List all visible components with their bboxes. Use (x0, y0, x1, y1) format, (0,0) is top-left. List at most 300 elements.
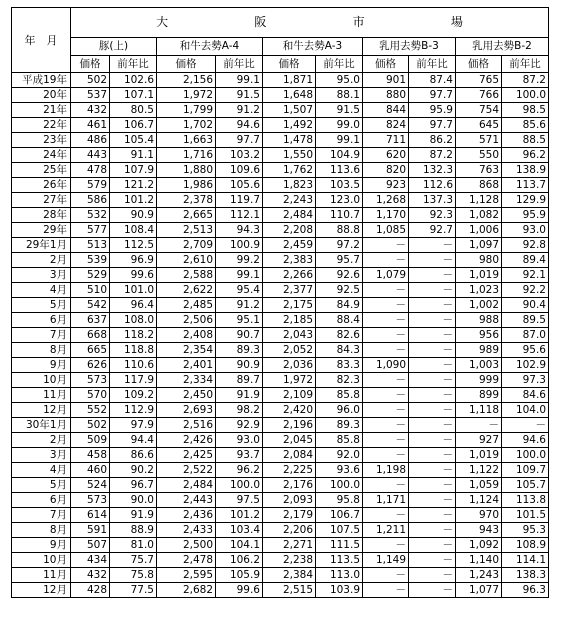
yoy-cell: 107.9 (110, 163, 157, 178)
period-label: 11月 (12, 568, 71, 583)
price-cell: 1,550 (263, 148, 316, 163)
period-label: 8月 (12, 523, 71, 538)
yoy-cell: 97.5 (216, 493, 263, 508)
yoy-cell: 107.5 (316, 523, 363, 538)
yoy-cell: 84.3 (316, 343, 363, 358)
period-label: 8月 (12, 343, 71, 358)
yoy-cell: 92.1 (502, 268, 549, 283)
yoy-cell: 96.4 (110, 298, 157, 313)
yoy-cell: － (409, 538, 456, 553)
table-row (12, 178, 549, 193)
year-month-header: 年 月 (12, 8, 71, 73)
price-cell: － (363, 313, 409, 328)
price-cell: 2,610 (157, 253, 216, 268)
price-cell: 923 (363, 178, 409, 193)
yoy-cell: 86.6 (110, 448, 157, 463)
yoy-cell: 99.6 (216, 583, 263, 598)
table-row (12, 133, 549, 148)
price-cell: 2,156 (157, 73, 216, 88)
yoy-cell: 96.2 (502, 148, 549, 163)
yoy-cell: 92.6 (316, 268, 363, 283)
yoy-cell: 92.0 (316, 448, 363, 463)
price-cell: 943 (456, 523, 502, 538)
price-cell: － (363, 583, 409, 598)
price-cell: 1,871 (263, 73, 316, 88)
yoy-cell: 138.9 (502, 163, 549, 178)
price-cell: 2,709 (157, 238, 216, 253)
table-row (12, 568, 549, 583)
price-cell: － (363, 328, 409, 343)
yoy-cell: 94.3 (216, 223, 263, 238)
yoy-cell: 87.0 (502, 328, 549, 343)
yoy-cell: 90.2 (110, 463, 157, 478)
period-label: 26年 (12, 178, 71, 193)
price-header: 価格 (456, 56, 502, 73)
price-cell: － (363, 283, 409, 298)
yoy-cell: 113.5 (316, 553, 363, 568)
yoy-cell: 81.0 (110, 538, 157, 553)
price-cell: － (363, 418, 409, 433)
price-cell: 524 (71, 478, 110, 493)
table-row (12, 223, 549, 238)
price-table (11, 7, 549, 598)
table-row (12, 493, 549, 508)
price-cell: 2,179 (263, 508, 316, 523)
yoy-cell: 105.7 (502, 478, 549, 493)
price-cell: 2,450 (157, 388, 216, 403)
yoy-header: 前年比 (216, 56, 263, 73)
yoy-cell: － (409, 523, 456, 538)
price-cell: 626 (71, 358, 110, 373)
price-cell: 2,426 (157, 433, 216, 448)
period-label: 27年 (12, 193, 71, 208)
table-row (12, 448, 549, 463)
yoy-cell: 93.0 (216, 433, 263, 448)
yoy-cell: 99.1 (216, 268, 263, 283)
price-cell: － (363, 373, 409, 388)
yoy-cell: 121.2 (110, 178, 157, 193)
yoy-cell: 88.9 (110, 523, 157, 538)
price-cell: 2,384 (263, 568, 316, 583)
table-row (12, 358, 549, 373)
yoy-cell: 101.0 (110, 283, 157, 298)
price-cell: 927 (456, 433, 502, 448)
yoy-cell: 91.5 (316, 103, 363, 118)
price-cell: 591 (71, 523, 110, 538)
price-cell: 763 (456, 163, 502, 178)
price-cell: 2,238 (263, 553, 316, 568)
price-cell: 550 (456, 148, 502, 163)
price-cell: 1,268 (363, 193, 409, 208)
market-title-char: 阪 (254, 15, 267, 29)
period-label: 23年 (12, 133, 71, 148)
price-cell: 645 (456, 118, 502, 133)
price-cell: 573 (71, 493, 110, 508)
price-cell: 880 (363, 88, 409, 103)
price-cell: 2,383 (263, 253, 316, 268)
price-cell: 2,266 (263, 268, 316, 283)
yoy-cell: 82.3 (316, 373, 363, 388)
price-cell: 570 (71, 388, 110, 403)
yoy-cell: 101.2 (110, 193, 157, 208)
market-title-char: 場 (450, 15, 463, 29)
yoy-cell: － (409, 298, 456, 313)
price-cell: 1,492 (263, 118, 316, 133)
table-row (12, 118, 549, 133)
yoy-cell: 105.4 (110, 133, 157, 148)
price-cell: 2,045 (263, 433, 316, 448)
yoy-cell: － (409, 493, 456, 508)
price-cell: 1,762 (263, 163, 316, 178)
price-cell: 509 (71, 433, 110, 448)
price-cell: 1,002 (456, 298, 502, 313)
price-cell: 999 (456, 373, 502, 388)
price-cell: 1,019 (456, 448, 502, 463)
yoy-cell: 99.1 (316, 133, 363, 148)
price-cell: 1,092 (456, 538, 502, 553)
period-label: 10月 (12, 373, 71, 388)
yoy-cell: 90.4 (502, 298, 549, 313)
yoy-cell: － (409, 448, 456, 463)
yoy-cell: 97.7 (409, 88, 456, 103)
price-cell: 2,516 (157, 418, 216, 433)
yoy-cell: 113.6 (316, 163, 363, 178)
price-cell: 2,093 (263, 493, 316, 508)
table-row (12, 508, 549, 523)
price-cell: 1,006 (456, 223, 502, 238)
price-cell: － (363, 238, 409, 253)
table-row (12, 553, 549, 568)
price-cell: 1,211 (363, 523, 409, 538)
price-cell: 1,090 (363, 358, 409, 373)
yoy-cell: － (409, 358, 456, 373)
period-label: 29年1月 (12, 238, 71, 253)
yoy-cell: 92.7 (409, 223, 456, 238)
table-row (12, 388, 549, 403)
price-header: 価格 (71, 56, 110, 73)
price-cell: 2,522 (157, 463, 216, 478)
price-cell: 2,500 (157, 538, 216, 553)
yoy-cell: 109.2 (110, 388, 157, 403)
price-cell: 2,443 (157, 493, 216, 508)
price-cell: 1,077 (456, 583, 502, 598)
price-cell: 432 (71, 103, 110, 118)
yoy-cell: 123.0 (316, 193, 363, 208)
price-cell: 1,019 (456, 268, 502, 283)
yoy-cell: 85.6 (502, 118, 549, 133)
yoy-cell: 110.7 (316, 208, 363, 223)
period-label: 24年 (12, 148, 71, 163)
price-cell: 486 (71, 133, 110, 148)
yoy-cell: － (409, 433, 456, 448)
price-cell: 1,823 (263, 178, 316, 193)
yoy-cell: 98.5 (502, 103, 549, 118)
yoy-cell: 113.8 (502, 493, 549, 508)
yoy-cell: 85.8 (316, 433, 363, 448)
yoy-cell: 93.7 (216, 448, 263, 463)
period-label: 2月 (12, 433, 71, 448)
yoy-cell: 75.7 (110, 553, 157, 568)
yoy-cell: 88.8 (316, 223, 363, 238)
price-cell: 1,799 (157, 103, 216, 118)
yoy-cell: 92.3 (409, 208, 456, 223)
price-cell: 2,043 (263, 328, 316, 343)
price-cell: 614 (71, 508, 110, 523)
price-cell: 868 (456, 178, 502, 193)
yoy-cell: 96.0 (316, 403, 363, 418)
yoy-cell: 94.6 (216, 118, 263, 133)
yoy-cell: 89.5 (502, 313, 549, 328)
price-cell: 2,175 (263, 298, 316, 313)
group-header-wagyu-a4: 和牛去勢A-4 (157, 38, 263, 56)
yoy-cell: － (409, 508, 456, 523)
yoy-cell: 91.1 (110, 148, 157, 163)
price-cell: 2,622 (157, 283, 216, 298)
price-cell: 1,097 (456, 238, 502, 253)
yoy-cell: 90.0 (110, 493, 157, 508)
yoy-cell: 94.6 (502, 433, 549, 448)
yoy-cell: 80.5 (110, 103, 157, 118)
yoy-cell: 96.9 (110, 253, 157, 268)
price-cell: 571 (456, 133, 502, 148)
yoy-cell: 113.0 (316, 568, 363, 583)
yoy-cell: 97.3 (502, 373, 549, 388)
yoy-cell: － (409, 478, 456, 493)
yoy-cell: 88.5 (502, 133, 549, 148)
yoy-cell: 95.7 (316, 253, 363, 268)
yoy-cell: 103.2 (216, 148, 263, 163)
period-label: 7月 (12, 508, 71, 523)
yoy-cell: － (409, 568, 456, 583)
price-cell: 2,515 (263, 583, 316, 598)
price-cell: 1,243 (456, 568, 502, 583)
yoy-cell: － (409, 388, 456, 403)
yoy-cell: 88.4 (316, 313, 363, 328)
price-cell: 980 (456, 253, 502, 268)
yoy-cell: － (409, 253, 456, 268)
yoy-cell: － (409, 373, 456, 388)
price-cell: － (363, 403, 409, 418)
price-cell: 1,986 (157, 178, 216, 193)
yoy-cell: 102.6 (110, 73, 157, 88)
yoy-cell: 87.4 (409, 73, 456, 88)
table-row (12, 478, 549, 493)
yoy-cell: － (409, 343, 456, 358)
period-label: 25年 (12, 163, 71, 178)
yoy-cell: 112.9 (110, 403, 157, 418)
yoy-cell: 99.2 (216, 253, 263, 268)
yoy-cell: 103.9 (316, 583, 363, 598)
table-row (12, 88, 549, 103)
table-row (12, 583, 549, 598)
price-cell: 1,170 (363, 208, 409, 223)
price-cell: 2,459 (263, 238, 316, 253)
yoy-cell: 138.3 (502, 568, 549, 583)
price-cell: 1,079 (363, 268, 409, 283)
yoy-cell: 92.2 (502, 283, 549, 298)
yoy-cell: 112.5 (110, 238, 157, 253)
price-cell: 1,140 (456, 553, 502, 568)
yoy-cell: 95.0 (316, 73, 363, 88)
price-cell: － (363, 253, 409, 268)
yoy-cell: 93.0 (502, 223, 549, 238)
yoy-cell: 114.1 (502, 553, 549, 568)
period-label: 28年 (12, 208, 71, 223)
table-row (12, 538, 549, 553)
period-label: 29年 (12, 223, 71, 238)
yoy-cell: 113.7 (502, 178, 549, 193)
price-cell: 1,702 (157, 118, 216, 133)
period-label: 2月 (12, 253, 71, 268)
price-cell: 1,880 (157, 163, 216, 178)
period-label: 12月 (12, 583, 71, 598)
table-row (12, 298, 549, 313)
yoy-header: 前年比 (409, 56, 456, 73)
yoy-cell: 107.1 (110, 88, 157, 103)
yoy-cell: 85.8 (316, 388, 363, 403)
market-title-char: 大 (156, 15, 169, 29)
price-cell: 899 (456, 388, 502, 403)
yoy-cell: 93.6 (316, 463, 363, 478)
period-label: 6月 (12, 313, 71, 328)
yoy-cell: 91.2 (216, 103, 263, 118)
price-cell: 586 (71, 193, 110, 208)
price-cell: 2,588 (157, 268, 216, 283)
price-cell: 1,122 (456, 463, 502, 478)
period-label: 5月 (12, 298, 71, 313)
price-cell: 510 (71, 283, 110, 298)
yoy-cell: 103.4 (216, 523, 263, 538)
price-header: 価格 (363, 56, 409, 73)
price-cell: 2,185 (263, 313, 316, 328)
yoy-cell: 90.9 (216, 358, 263, 373)
period-label: 4月 (12, 283, 71, 298)
yoy-cell: 99.0 (316, 118, 363, 133)
yoy-cell: 117.9 (110, 373, 157, 388)
price-cell: 2,506 (157, 313, 216, 328)
price-cell: 2,485 (157, 298, 216, 313)
price-cell: 1,663 (157, 133, 216, 148)
yoy-cell: 100.0 (316, 478, 363, 493)
yoy-cell: 96.7 (110, 478, 157, 493)
yoy-cell: 102.9 (502, 358, 549, 373)
price-cell: 2,271 (263, 538, 316, 553)
price-cell: 579 (71, 178, 110, 193)
table-row (12, 163, 549, 178)
price-cell: 1,507 (263, 103, 316, 118)
yoy-cell: － (409, 418, 456, 433)
price-cell: 2,693 (157, 403, 216, 418)
period-label: 10月 (12, 553, 71, 568)
price-cell: 2,084 (263, 448, 316, 463)
market-title (71, 8, 549, 38)
yoy-cell: 118.2 (110, 328, 157, 343)
period-label: 4月 (12, 463, 71, 478)
period-label: 30年1月 (12, 418, 71, 433)
yoy-cell: 91.9 (216, 388, 263, 403)
price-cell: 461 (71, 118, 110, 133)
yoy-cell: 100.0 (502, 88, 549, 103)
yoy-cell: 112.1 (216, 208, 263, 223)
yoy-cell: 87.2 (502, 73, 549, 88)
yoy-cell: 90.7 (216, 328, 263, 343)
price-cell: 901 (363, 73, 409, 88)
yoy-cell: 100.0 (216, 478, 263, 493)
price-cell: － (363, 343, 409, 358)
price-cell: 824 (363, 118, 409, 133)
price-cell: 577 (71, 223, 110, 238)
yoy-cell: 92.9 (216, 418, 263, 433)
yoy-cell: 99.6 (110, 268, 157, 283)
yoy-cell: 119.7 (216, 193, 263, 208)
price-cell: 2,036 (263, 358, 316, 373)
yoy-cell: 101.2 (216, 508, 263, 523)
yoy-cell: 96.3 (502, 583, 549, 598)
price-cell: 1,972 (157, 88, 216, 103)
table-row (12, 238, 549, 253)
price-cell: － (456, 418, 502, 433)
price-cell: 2,484 (263, 208, 316, 223)
yoy-cell: 106.2 (216, 553, 263, 568)
table-row (12, 523, 549, 538)
period-label: 5月 (12, 478, 71, 493)
yoy-cell: － (502, 418, 549, 433)
price-cell: 668 (71, 328, 110, 343)
price-cell: 820 (363, 163, 409, 178)
price-cell: 1,648 (263, 88, 316, 103)
table-row (12, 418, 549, 433)
yoy-cell: － (409, 313, 456, 328)
price-cell: 2,334 (157, 373, 216, 388)
price-cell: 2,401 (157, 358, 216, 373)
price-cell: 2,377 (263, 283, 316, 298)
price-cell: 2,109 (263, 388, 316, 403)
price-cell: 1,085 (363, 223, 409, 238)
yoy-cell: 84.6 (502, 388, 549, 403)
yoy-cell: 98.2 (216, 403, 263, 418)
yoy-cell: 94.4 (110, 433, 157, 448)
table-row (12, 328, 549, 343)
yoy-cell: 95.3 (502, 523, 549, 538)
price-cell: － (363, 388, 409, 403)
price-cell: 432 (71, 568, 110, 583)
price-cell: 1,059 (456, 478, 502, 493)
price-cell: － (363, 433, 409, 448)
yoy-header: 前年比 (502, 56, 549, 73)
yoy-cell: 110.6 (110, 358, 157, 373)
price-cell: 765 (456, 73, 502, 88)
price-cell: 956 (456, 328, 502, 343)
price-cell: 513 (71, 238, 110, 253)
yoy-cell: － (409, 268, 456, 283)
yoy-cell: 92.5 (316, 283, 363, 298)
yoy-cell: 87.2 (409, 148, 456, 163)
price-cell: 2,478 (157, 553, 216, 568)
price-cell: 2,196 (263, 418, 316, 433)
price-cell: 2,682 (157, 583, 216, 598)
period-label: 3月 (12, 268, 71, 283)
table-row (12, 433, 549, 448)
price-cell: 2,243 (263, 193, 316, 208)
price-cell: 507 (71, 538, 110, 553)
price-cell: 443 (71, 148, 110, 163)
price-cell: 2,665 (157, 208, 216, 223)
period-label: 平成19年 (12, 73, 71, 88)
table-row (12, 73, 549, 88)
yoy-cell: 75.8 (110, 568, 157, 583)
price-cell: 970 (456, 508, 502, 523)
period-label: 6月 (12, 493, 71, 508)
